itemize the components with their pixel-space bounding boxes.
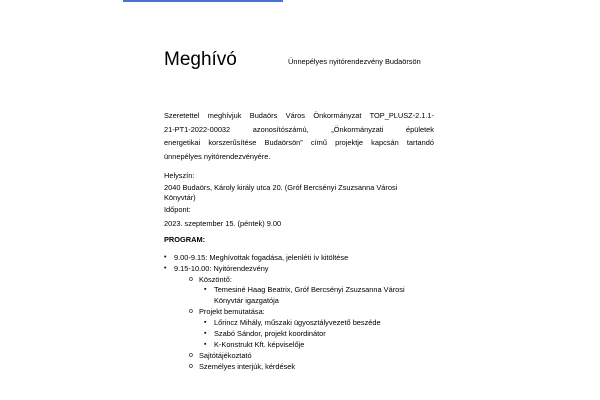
program-speaker-text: K-Konstrukt Kft. képviselője: [214, 340, 305, 349]
program-speaker-text: Szabó Sándor, projekt koordinátor: [214, 329, 326, 339]
program-subitem-text: Személyes interjúk, kérdések: [199, 361, 296, 371]
intro-line: ünnepélyes nyitórendezvényére.: [164, 151, 271, 161]
list-item: [164, 264, 434, 275]
list-item: [164, 340, 434, 351]
list-item: [164, 362, 434, 373]
list-item: [164, 351, 434, 362]
list-item: [164, 253, 434, 264]
program-speaker-text: Temesiné Haag Beatrix, Gróf Bercsényi Zsuzsanna Városi Könyvtár igazgatója: [214, 285, 405, 306]
intro-line: 21-PT1-2022-00032 azonosítószámú, „Önkormányzati épületek: [164, 124, 434, 134]
square-bullet-icon: ▪: [204, 330, 207, 338]
program-item-text: 9.15-10.00: Nyitórendezvény: [174, 263, 269, 273]
program-item-text: 9.00-9.15: Meghívottak fogadása, jelenléti ív kitöltése: [174, 252, 349, 262]
header-link-underline: [123, 0, 283, 2]
location-label: Helyszín:: [164, 171, 195, 181]
program-list: [164, 253, 434, 373]
bullet-icon: •: [164, 253, 167, 261]
list-item: [164, 329, 434, 340]
program-speaker-text: Lőrincz Mihály, műszaki ügyosztályvezető beszéde: [214, 318, 381, 328]
document-body: [164, 109, 434, 373]
page-title: Meghívó: [164, 49, 237, 70]
square-bullet-icon: ▪: [204, 319, 207, 327]
list-item: [164, 318, 434, 329]
program-heading: PROGRAM:: [164, 235, 206, 245]
intro-line: Szeretettel meghívjuk Budaörs Város Önkormányzat TOP_PLUSZ-2.1.1-: [164, 111, 434, 120]
circle-bullet-icon: o: [189, 351, 193, 359]
intro-line: energetikai korszerűsítése Budaörsön” című projektje kapcsán tartandó: [164, 138, 434, 148]
location-line: 2040 Budaörs, Károly király utca 20. (Gróf Bercsényi Zsuzsanna Városi: [164, 182, 398, 192]
time-label: Időpont:: [164, 204, 191, 214]
time-value: 2023. szeptember 15. (péntek) 9.00: [164, 218, 282, 228]
program-subitem-text: Köszöntő:: [199, 274, 232, 284]
list-item: [164, 285, 434, 307]
list-item: [164, 307, 434, 318]
list-item: [164, 275, 434, 286]
circle-bullet-icon: o: [189, 308, 193, 316]
bullet-icon: •: [164, 264, 167, 272]
location-line: Könyvtár): [164, 192, 196, 202]
program-subitem-text: Sajtótájékoztató: [199, 350, 252, 360]
circle-bullet-icon: o: [189, 362, 193, 370]
square-bullet-icon: ▪: [204, 341, 207, 348]
intro-paragraph: [164, 109, 434, 163]
circle-bullet-icon: o: [189, 275, 193, 283]
program-subitem-text: Projekt bemutatása:: [199, 307, 265, 317]
square-bullet-icon: ▪: [204, 286, 207, 294]
page-subtitle: Ünnepélyes nyitórendezvény Budaörsön: [288, 57, 421, 66]
